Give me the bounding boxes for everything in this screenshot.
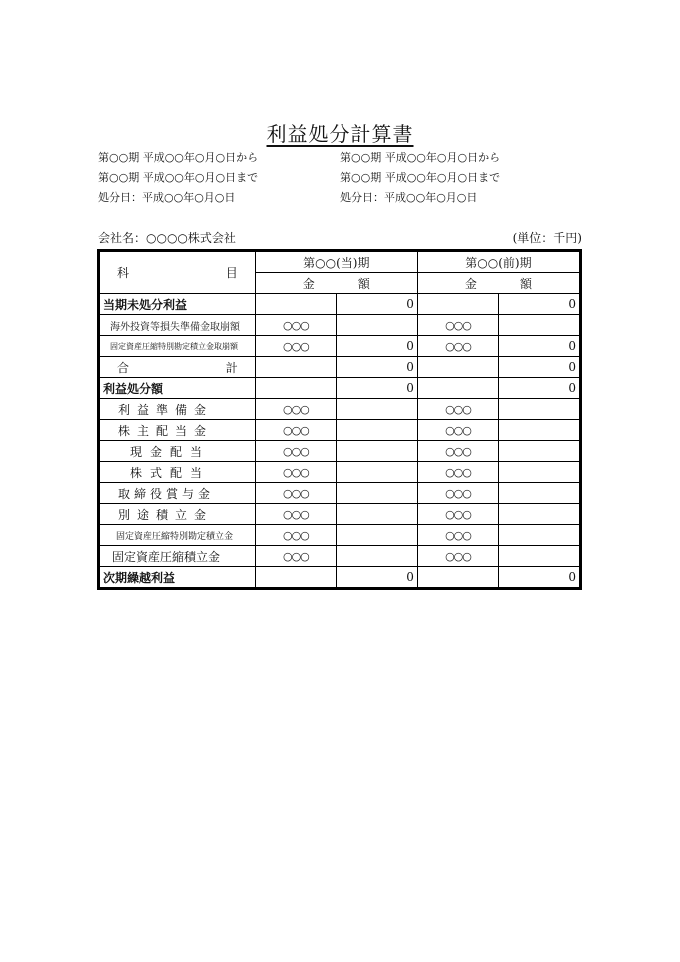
period-previous-to: 第○○期 平成○○年○月○日まで — [340, 171, 501, 184]
table-row: 海外投資等損失準備金取崩額 ○○○ ○○○ — [99, 315, 581, 336]
period-current-to: 第○○期 平成○○年○月○日まで — [98, 171, 259, 184]
company-name: 会社名：○○○○株式会社 — [98, 231, 236, 245]
period-current-from: 第○○期 平成○○年○月○日から — [98, 151, 259, 164]
table-row: 現金配当 ○○○ ○○○ — [99, 441, 581, 462]
period-current-block — [98, 148, 258, 208]
table-row: 株主配当金 ○○○ ○○○ — [99, 420, 581, 441]
unit-label: (単位：千円) — [512, 231, 582, 245]
period-previous-block — [340, 148, 500, 208]
disposal-date-current: 処分日：平成○○年○月○日 — [98, 191, 236, 204]
current-period-header: 第○○(当)期 — [255, 251, 417, 273]
period-previous-from: 第○○期 平成○○年○月○日から — [340, 151, 501, 164]
table-row-carryforward: 次期繰越利益 0 0 — [99, 567, 581, 589]
previous-amount-header: 金 額 — [417, 273, 580, 294]
profit-appropriation-table — [97, 249, 582, 590]
table-row: 固定資産圧縮積立金 ○○○ ○○○ — [99, 546, 581, 567]
document-title: 利益処分計算書 — [266, 122, 414, 146]
previous-period-header: 第○○(前)期 — [417, 251, 580, 273]
table-row: 利益処分額 0 0 — [99, 378, 581, 399]
subject-header: 科 目 — [99, 251, 256, 294]
table-row: 当期未処分利益 0 0 — [99, 294, 581, 315]
current-amount-header: 金 額 — [255, 273, 417, 294]
disposal-date-previous: 処分日：平成○○年○月○日 — [340, 191, 478, 204]
header-row-1 — [99, 251, 581, 273]
table-row: 取締役賞与金 ○○○ ○○○ — [99, 483, 581, 504]
table-row: 利益準備金 ○○○ ○○○ — [99, 399, 581, 420]
table-row: 別途積立金 ○○○ ○○○ — [99, 504, 581, 525]
table-row: 株式配当 ○○○ ○○○ — [99, 462, 581, 483]
table-row: 固定資産圧縮特別勘定積立金取崩額 ○○○ 0 ○○○ 0 — [99, 336, 581, 357]
table-row-total: 合 計 0 0 — [99, 357, 581, 378]
table-row: 固定資産圧縮特別勘定積立金 ○○○ ○○○ — [99, 525, 581, 546]
